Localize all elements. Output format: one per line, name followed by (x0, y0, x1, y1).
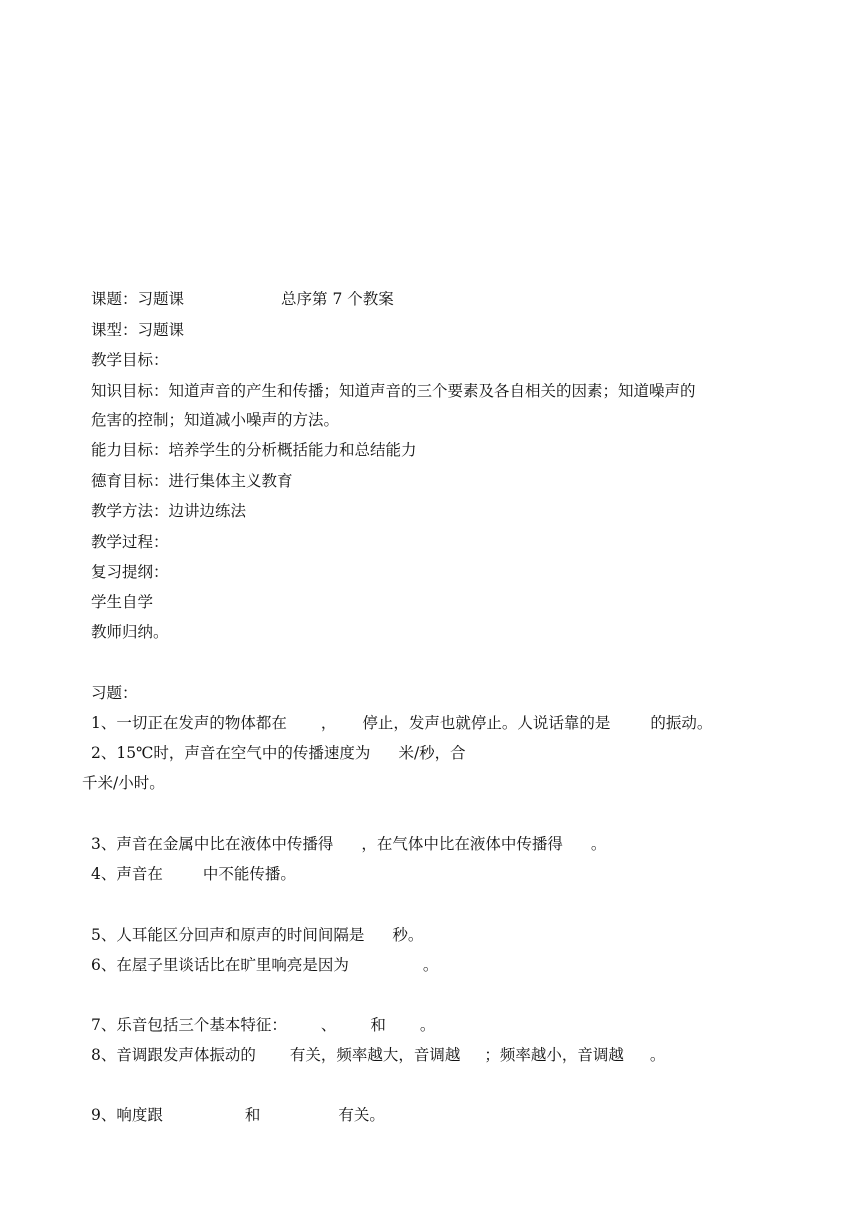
exercises-heading: 习题： (91, 684, 138, 702)
objectives-heading: 教学目标： (91, 351, 169, 369)
lesson-serial: 总序第 7 个教案 (281, 290, 394, 308)
exercise-7: 7、乐音包括三个基本特征： 、 和 。 (91, 1016, 436, 1034)
exercise-2-line-2: 千米/小时。 (82, 774, 165, 792)
lesson-title-line (91, 289, 394, 309)
exercise-5: 5、人耳能区分回声和原声的时间间隔是 秒。 (91, 926, 424, 944)
process-heading: 教学过程： (91, 533, 169, 551)
review-outline: 复习提纲： (91, 563, 169, 581)
exercise-9: 9、响度跟 和 有关。 (91, 1106, 385, 1124)
self-study: 学生自学 (91, 593, 154, 611)
teaching-method: 教学方法：边讲边练法 (91, 502, 247, 520)
lesson-title: 课题：习题课 (91, 290, 185, 308)
knowledge-objective-line-1: 知识目标：知道声音的产生和传播；知道声音的三个要素及各自相关的因素；知道噪声的 (91, 382, 696, 400)
moral-objective: 德育目标：进行集体主义教育 (91, 472, 293, 490)
exercise-8: 8、音调跟发声体振动的 有关，频率越大，音调越 ；频率越小，音调越 。 (91, 1046, 666, 1064)
ability-objective: 能力目标：培养学生的分析概括能力和总结能力 (91, 441, 417, 459)
knowledge-objective-line-2: 危害的控制；知道减小噪声的方法。 (91, 411, 340, 429)
exercise-2-line-1: 2、15℃时，声音在空气中的传播速度为 米/秒，合 (91, 744, 466, 762)
lesson-type: 课型：习题课 (91, 321, 185, 339)
exercise-4: 4、声音在 中不能传播。 (91, 865, 296, 883)
exercise-6: 6、在屋子里谈话比在旷里响亮是因为 。 (91, 956, 439, 974)
exercise-3: 3、声音在金属中比在液体中传播得 ，在气体中比在液体中传播得 。 (91, 835, 607, 853)
teacher-summary: 教师归纳。 (91, 623, 169, 641)
exercise-1: 1、一切正在发声的物体都在 ， 停止，发声也就停止。人说话靠的是 的振动。 (91, 714, 713, 732)
